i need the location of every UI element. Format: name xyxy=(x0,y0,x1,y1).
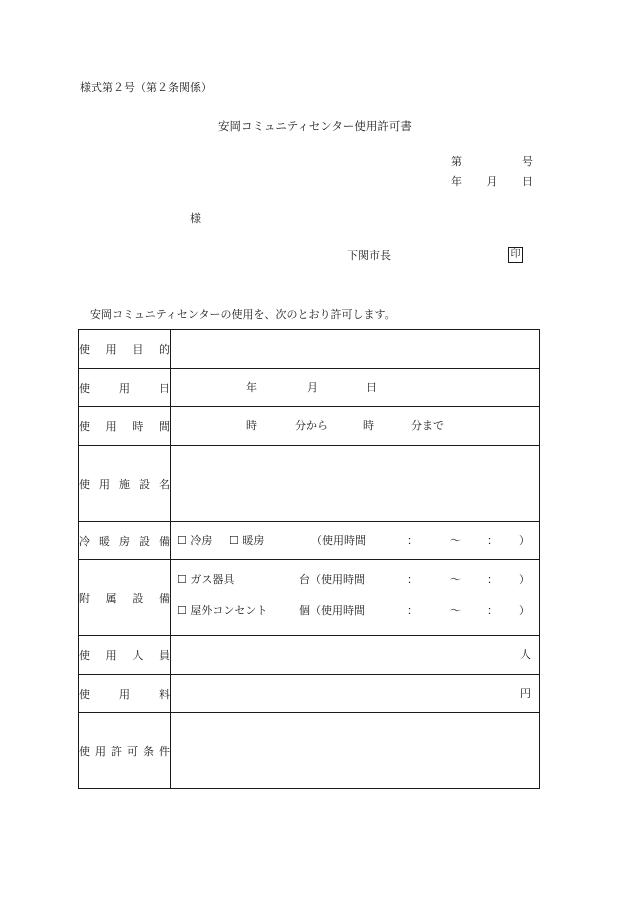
issue-month: 月 xyxy=(486,175,498,188)
gas-close: ） xyxy=(519,573,530,586)
form-number: 様式第２号（第２条関係） xyxy=(80,81,212,94)
hvac-usage-open: （使用時間 xyxy=(311,534,366,547)
row-time xyxy=(79,407,540,446)
date-day: 日 xyxy=(366,381,377,394)
time-hour-start: 時 xyxy=(246,419,257,432)
row-conditions xyxy=(79,713,540,789)
outlet-tilde: 〜 xyxy=(450,604,461,617)
label-purpose: 使用目的 xyxy=(79,330,171,369)
outlet-colon-start: ： xyxy=(407,604,418,617)
row-date xyxy=(79,369,540,407)
checkbox-cooling[interactable]: ☐ 冷房 xyxy=(177,534,213,547)
value-fee[interactable] xyxy=(171,675,540,713)
outlet-close: ） xyxy=(519,604,530,617)
label-fee: 使用料 xyxy=(79,675,171,713)
label-facility: 使用施設名 xyxy=(79,446,171,522)
label-time: 使用時間 xyxy=(79,407,171,446)
time-from: 分から xyxy=(295,419,328,432)
gas-tilde: 〜 xyxy=(450,573,461,586)
checkbox-gas[interactable]: ☐ ガス器具 xyxy=(177,573,235,586)
label-attached: 附属設備 xyxy=(79,560,171,636)
number-suffix: 号 xyxy=(522,155,533,168)
row-hvac xyxy=(79,522,540,560)
issuer-name: 下関市長 xyxy=(347,249,391,262)
outlet-unit: 個（使用時間 xyxy=(299,604,365,617)
value-hvac xyxy=(171,522,540,560)
gas-colon-start: ： xyxy=(407,573,418,586)
gas-colon-end: ： xyxy=(487,573,498,586)
fee-unit: 円 xyxy=(520,687,531,700)
label-persons: 使用人員 xyxy=(79,636,171,675)
label-conditions: 使用許可条件 xyxy=(79,713,171,789)
outlet-colon-end: ： xyxy=(487,604,498,617)
number-prefix: 第 xyxy=(451,155,462,168)
checkbox-outlet[interactable]: ☐ 屋外コンセント xyxy=(177,604,268,617)
value-conditions[interactable] xyxy=(171,713,540,789)
value-attached xyxy=(171,560,540,636)
value-purpose[interactable] xyxy=(171,330,540,369)
date-year: 年 xyxy=(246,381,257,394)
label-hvac: 冷暖房設備 xyxy=(79,522,171,560)
checkbox-heating[interactable]: ☐ 暖房 xyxy=(229,534,265,547)
intro-text: 安岡コミュニティセンターの使用を、次のとおり許可します。 xyxy=(90,308,396,321)
row-fee xyxy=(79,675,540,713)
value-facility[interactable] xyxy=(171,446,540,522)
persons-unit: 人 xyxy=(520,648,531,661)
hvac-colon-start: ： xyxy=(407,534,418,547)
hvac-colon-end: ： xyxy=(487,534,498,547)
row-persons xyxy=(79,636,540,675)
issue-date xyxy=(451,175,533,189)
row-purpose xyxy=(79,330,540,369)
row-facility xyxy=(79,446,540,522)
addressee-honorific: 様 xyxy=(190,212,201,225)
hvac-tilde: 〜 xyxy=(450,534,461,547)
value-time[interactable] xyxy=(171,407,540,446)
permit-form-table xyxy=(78,329,540,789)
document-title: 安岡コミュニティセンター使用許可書 xyxy=(218,119,412,133)
seal-mark: 印 xyxy=(508,247,523,263)
row-attached xyxy=(79,560,540,636)
value-date[interactable] xyxy=(171,369,540,407)
issue-year: 年 xyxy=(451,175,462,188)
time-hour-end: 時 xyxy=(363,419,374,432)
value-persons[interactable] xyxy=(171,636,540,675)
date-month: 月 xyxy=(307,381,318,394)
gas-unit: 台（使用時間 xyxy=(299,573,365,586)
hvac-close: ） xyxy=(519,534,530,547)
issue-day: 日 xyxy=(522,175,533,188)
label-date: 使用日 xyxy=(79,369,171,407)
document-number xyxy=(451,155,533,169)
time-to: 分まで xyxy=(411,419,444,432)
